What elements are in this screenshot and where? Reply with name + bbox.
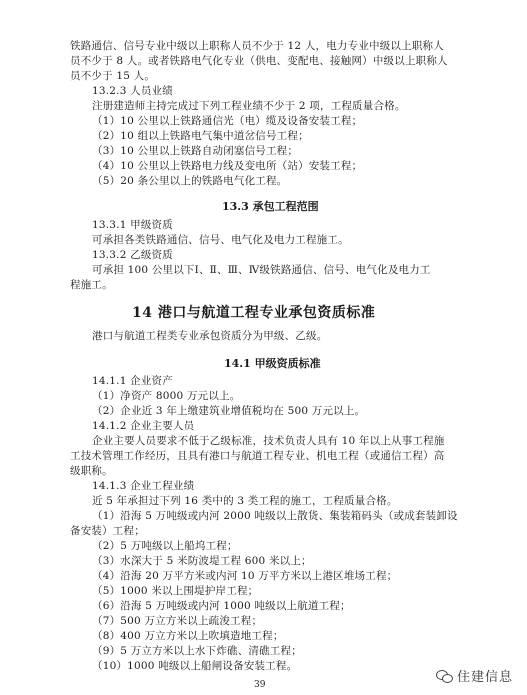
list-item: （1）沿海 5 万吨级或内河 2000 吨级以上散货、集装箱码头（或成套装卸设 [92, 510, 458, 522]
list-item: （2）5 万吨级以上船坞工程； [92, 540, 238, 552]
text-line: 员不少于 8 人。或者铁路电气化专业（供电、变配电、接触网）中级以上职称人 [70, 55, 448, 67]
list-item: （5）20 条公里以上的铁路电气化工程。 [92, 175, 288, 187]
list-item: （3）10 公里以上铁路自动闭塞信号工程； [92, 145, 299, 157]
list-item: （1）10 公里以上铁路通信光（电）缆及设备安装工程； [92, 115, 363, 127]
list-item: （1）净资产 8000 万元以上。 [92, 390, 241, 402]
list-item: （6）沿海 5 万吨级或内河 1000 吨级以上航道工程； [92, 600, 351, 612]
text-line: 员不少于 15 人。 [70, 70, 156, 82]
list-item: （9）5 万立方米以上水下炸礁、清礁工程； [92, 645, 302, 657]
list-item: （4）沿海 20 万平方米或内河 10 万平方米以上港区堆场工程； [92, 570, 398, 582]
subsection-title: 14.1.1 企业资产 [92, 375, 173, 387]
list-item: （8）400 万立方米以上吹填造地工程； [92, 630, 284, 642]
list-item: 备安装）工程； [70, 525, 145, 537]
section-heading: 14.1 甲级资质标准 [224, 357, 321, 370]
page-number: 39 [254, 680, 266, 690]
text-line: 可承担 100 公里以下Ⅰ、Ⅱ、Ⅲ、Ⅳ级铁路通信、信号、电气化及电力工 [92, 264, 431, 276]
watermark-text: 住建信息 [456, 670, 513, 685]
subsection-title: 13.3.1 甲级资质 [92, 219, 173, 231]
subsection-title: 13.3.2 乙级资质 [92, 249, 173, 261]
wechat-icon [436, 669, 452, 683]
list-item: （3）水深大于 5 米防波堤工程 600 米以上； [92, 555, 312, 567]
watermark [436, 666, 513, 685]
text-line: 级职称。 [70, 465, 113, 477]
chapter-heading: 14 港口与航道工程专业承包资质标准 [132, 305, 376, 321]
list-item: （7）500 万立方米以上疏浚工程； [92, 615, 263, 627]
subsection-title: 13.2.3 人员业绩 [92, 85, 173, 97]
list-item: （5）1000 米以上围堤护岸工程； [92, 585, 259, 597]
text-line: 程施工。 [70, 279, 113, 291]
section-heading: 13.3 承包工程范围 [222, 200, 319, 213]
subsection-title: 14.1.2 企业主要人员 [92, 420, 195, 432]
list-item: （2）企业近 3 年上缴建筑业增值税均在 500 万元以上。 [92, 405, 366, 417]
text-line: 注册建造师主持完成过下列工程业绩不少于 2 项，工程质量合格。 [92, 100, 406, 112]
list-item: （10）1000 吨级以上船闸设备安装工程。 [92, 660, 298, 672]
list-item: （4）10 公里以上铁路电力线及变电所（站）安装工程； [92, 160, 363, 172]
text-line: 工技术管理工作经历，且具有港口与航道工程专业、机电工程（或通信工程）高 [70, 450, 445, 462]
text-line: 近 5 年承担过下列 16 类中的 3 类工程的施工，工程质量合格。 [92, 495, 398, 507]
list-item: （2）10 组以上铁路电气集中道岔信号工程； [92, 130, 309, 142]
text-line: 可承担各类铁路通信、信号、电气化及电力工程施工。 [92, 234, 349, 246]
text-line: 企业主要人员要求不低于乙级标准，技术负责人具有 10 年以上从事工程施 [92, 435, 445, 447]
subsection-title: 14.1.3 企业工程业绩 [92, 480, 195, 492]
text-line: 港口与航道工程类专业承包资质分为甲级、乙级。 [92, 330, 328, 342]
text-line: 铁路通信、信号专业中级以上职称人员不少于 12 人，电力专业中级以上职称人 [70, 40, 444, 52]
